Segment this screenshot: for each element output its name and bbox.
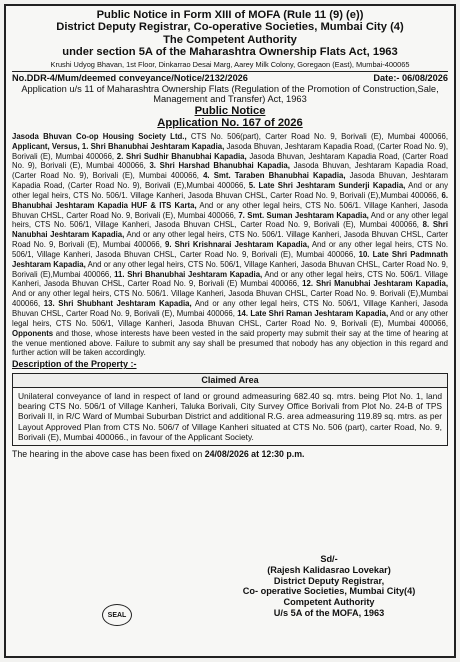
claimed-area-box xyxy=(12,373,448,445)
notice-heading-line4: under section 5A of the Maharashtra Ownership Flats Act, 1963 xyxy=(62,46,398,59)
party-name: Applicant, Versus, 1. Shri Bhanubhai Jeshtaram Kapadia, xyxy=(12,141,225,151)
public-notice-title: Public Notice xyxy=(194,104,266,117)
party-details: And or any other legal heirs, CTS No. 506/1, Village Kanheri, Jasoda Bhuvan CHSL, Carter Road No. 9, Borivali (E), Mumbai 400066, xyxy=(12,309,448,328)
party-name: 3. Shri Harshad Bhanubhai Kapadia, xyxy=(149,161,290,171)
hearing-line xyxy=(12,449,448,460)
party-name: 8. Shri Nanubhai Jeshtaram Kapadia, xyxy=(12,220,448,240)
party-details: And or any other legal heirs, CTS No. 506/1, Village Kanheri, Jasoda Bhuvan CHSL, Carter Road No. 9, Borivali (E), Mumbai 400066, xyxy=(12,210,448,230)
party-details: and those, whose interests have been vested in the said property may submit their say at the time of hearing at the venue mentioned above. Failure to submit any say shall be presumed that nobody has any objection in this regard and further action will be taken accordingly. xyxy=(12,328,448,358)
party-name: 6. Bhanubhai Jeshtaram Kapadia HUF & ITS Karta, xyxy=(12,190,448,210)
party-details: Jasoda Bhuvan, Jeshtaram Kapadia Road, (Carter Road No. 9), Borivali (E), Mumbai 400066, xyxy=(12,141,448,161)
hearing-prefix: The hearing in the above case has been fixed on xyxy=(12,448,205,459)
party-details: CTS No. 506(part), Carter Road No. 9, Borivali (E), Mumbai 400066, xyxy=(186,131,448,141)
party-name: Opponents xyxy=(12,328,54,338)
notice-heading-line1: Public Notice in Form XIII of MOFA (Rule 11 (9) (e)) xyxy=(96,9,364,21)
party-name: 5. Late Shri Jeshtaram Sunderji Kapadia, xyxy=(248,181,406,191)
reference-number: No.DDR-4/Mum/deemed conveyance/Notice/2132/2026 xyxy=(12,72,248,83)
signatory-name: (Rajesh Kalidasrao Lovekar) xyxy=(267,564,391,575)
party-name: 12. Shri Manubhai Jeshtaram Kapadia, xyxy=(302,279,448,289)
application-number: Application No. 167 of 2026 xyxy=(157,116,303,129)
party-details: And or any other legal heirs, CTS No. 506/1. Village Kanheri, Jasoda Bhuvan CHSL, Carter Road No. 9. Borivali (E),Mumbai 400066, xyxy=(12,289,448,309)
signature-sd: Sd/- xyxy=(320,554,338,564)
notice-body-text xyxy=(12,132,448,358)
party-name: 13. Shri Shubhant Jeshtaram Kapadia, xyxy=(43,299,192,309)
party-details: And or any other legal heirs, CTS No. 506/1. Village Kanheri, Jasoda Bhuvan CHSL, Carter Road No. 9, Borivali (E), Mumbai 400066, xyxy=(12,200,448,220)
signatory-section: U/s 5A of the MOFA, 1963 xyxy=(273,607,385,618)
public-notice xyxy=(4,4,456,658)
hearing-datetime: 24/08/2026 at 12:30 p.m. xyxy=(204,448,305,459)
party-details: And or any other legal heirs, CTS No. 506/1, Village Kanheri, Jasoda Bhuvan CHSL, Carter Road No. 9, Borivali (E), Mumbai 400066, xyxy=(12,240,448,259)
party-details: Jasoda Bhuvan, Jeshtaram Kapadia Road, (Carter Road No. 9), Borivali (E), Mumbai 400066, xyxy=(12,151,448,171)
signatory-authority: Competent Authority xyxy=(283,597,375,608)
party-name: 11. Shri Bhanubhai Jeshtaram Kapadia, xyxy=(114,269,263,279)
party-details: Jasoda Bhuvan, Jeshtaram Kapadia Road, (Carter Road No. 9), Borivali (E), Mumbai 400066, xyxy=(12,161,448,181)
party-details: And or any other legal heirs, CTS No. 506/1, Village Kanheri, Jasoda Bhuvan CHSL, Carter Road No. 9, Borivali (E), Mumbai 400066, xyxy=(12,299,449,318)
party-name: 14. Late Shri Raman Jeshtaram Kapadia, xyxy=(237,309,389,318)
signatory-office: Co- operative Societies, Mumbai City(4) xyxy=(242,586,416,597)
party-name: 7. Smt. Suman Jeshtaram Kapadia, xyxy=(238,210,369,220)
property-description-title: Description of the Property :- xyxy=(12,359,137,370)
notice-date: Date:- 06/08/2026 xyxy=(373,72,448,83)
party-name: 9. Shri Krishnarai Jeshtaram Kapadia, xyxy=(165,240,310,250)
office-address: Krushi Udyog Bhavan, 1st Floor, Dinkarrao Desai Marg, Aarey Milk Colony, Goregaon (East), Mumbai-400065 xyxy=(50,59,410,69)
signatory-title: District Deputy Registrar, xyxy=(273,575,385,586)
signature-block xyxy=(214,554,444,619)
party-name: Jasoda Bhuvan Co-op Housing Society Ltd., xyxy=(12,131,187,141)
reference-line xyxy=(12,71,448,84)
application-section-line: Application u/s 11 of Maharashtra Ownership Flats (Regulation of the Promotion of Construction,Sale, Management and Transfer) Act, 1963 xyxy=(21,83,439,105)
party-name: 4. Smt. Taraben Bhanubhai Kapadia, xyxy=(203,171,346,181)
party-details: And or any other legal heirs, CTS No. 506/1, Village Kanheri, Jasoda Bhuvan CHSL, Carter Road No. 9, Borivali (E),Mumbai 400066, xyxy=(12,259,449,279)
party-details: And or any other legal heirs, CTS No. 506/1. Village Kanheri, Jasoda Bhuvan CHSL, Carter Road No. 9, Borivali (E), Mumbai 400066, xyxy=(12,230,448,250)
party-details: Jasoda Bhuvan, Jeshtaram Kapadia Road, (Carter Road No. 9), Borivali (E),Mumbai 400066, xyxy=(12,171,448,191)
party-details: And or any other legal heirs, CTS No. 506/1. Village Kanheri, Jasoda Bhuvan CHSL, Carter Road No. 9, Borivali (E) Mumbai 400066, xyxy=(12,269,449,289)
party-details: And or any other legal heirs, CTS No. 506/1. Village Kanheri, Jasoda Bhuvan CHSL, Carter Road No. 9, Borivali (E),Mumbai 400066, xyxy=(12,181,448,200)
notice-heading-line3: The Competent Authority xyxy=(163,33,297,46)
seal-stamp: SEAL xyxy=(102,604,132,626)
party-name: 2. Shri Sudhir Bhanubhai Kapadia, xyxy=(116,151,247,161)
claimed-area-title: Claimed Area xyxy=(13,374,447,388)
notice-heading-line2: District Deputy Registrar, Co-operative Societies, Mumbai City (4) xyxy=(56,21,404,34)
party-name: 10. Late Shri Padmnath Jeshtaram Kapadia, xyxy=(12,249,448,269)
claimed-area-text: Unilateral conveyance of land in respect of land or ground admeasuring 682.40 sq. mtrs. being Plot No. 1, land bearing CTS No. 506/1 of Village Kanheri, Taluka Borivali, City Survey Office Borivali from Plot No. 24-B of TPS Borivali II, in R/C Ward of Mumbai Suburban District and additional R.G. area admeasuring 119.89 sq. mtrs. as per Layout Approved Plan from CTS No. 506/7 of Village Kanheri situated at CTS No. 506 (part), carter Road, No. 9, Borivali (E), Mumbai 400066., in favour of the Applicant Society. xyxy=(18,391,442,442)
